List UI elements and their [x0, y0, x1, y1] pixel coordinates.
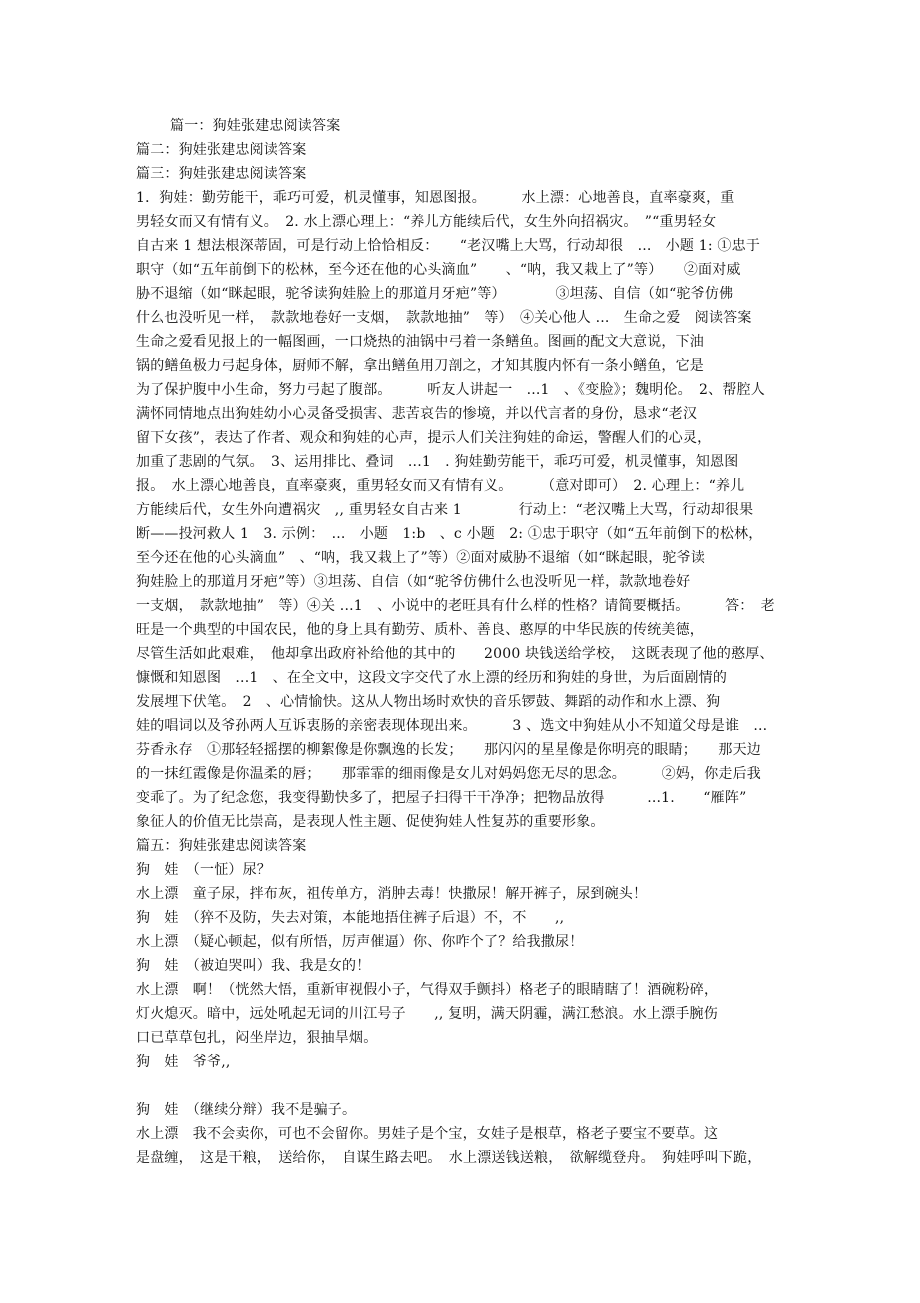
heading-part-one: 篇一：狗娃张建忠阅读答案 [170, 118, 341, 134]
text-line: 方能续后代，女生外向遭祸灾 ,, 重男轻女自古来 1 行动上：“老汉嘴上大骂，行动却很果 [136, 502, 754, 518]
heading-part-three: 篇三：狗娃张建忠阅读答案 [136, 166, 307, 182]
text-line: 加重了悲剧的气氛。 3、运用排比、叠词 ...1 . 狗娃勤劳能干，乖巧可爱，机灵懂事，知恩图 [136, 454, 739, 470]
text-line: 自古来 1 想法根深蒂固，可是行动上恰恰相反： “老汉嘴上大骂，行动却很 ... 小题 1: ①忠于 [136, 238, 761, 254]
text-line: 报。 水上漂心地善良，直率豪爽，重男轻女而又有情有义。 （意对即可） 2. 心理上：“养儿 [136, 478, 745, 494]
dialogue-line: 水上漂 我不会卖你，可也不会留你。男娃子是个宝，女娃子是根草，格老子要宝不要草。这 [136, 1126, 719, 1142]
text-line: 满怀同情地点出狗娃幼小心灵备受损害、悲苦哀告的惨境，并以代言者的身份，恳求“老汉 [136, 406, 698, 422]
dialogue-line: 狗 娃 （一怔）尿？ [136, 862, 271, 878]
heading-part-two: 篇二：狗娃张建忠阅读答案 [136, 142, 307, 158]
dialogue-line: 狗 娃 爷爷,, [136, 1054, 231, 1070]
heading-part-five: 篇五：狗娃张建忠阅读答案 [136, 838, 307, 854]
text-line: 胁不退缩（如“眯起眼，驼爷读狗娃脸上的那道月牙疤”等） ③坦荡、自信（如“驼爷仿佛 [136, 286, 734, 302]
text-line: 至今还在他的心头滴血” 、“呐，我又栽上了”等）②面对威胁不退缩（如“眯起眼，驼爷读 [136, 550, 706, 566]
dialogue-line: 口已草草包扎，闷坐岸边，狠抽旱烟。 [136, 1030, 378, 1046]
text-line: 为了保护腹中小生命，努力弓起了腹部。 听友人讲起一 ...1 、《变脸》；魏明伦。 2、帮腔人 [136, 382, 765, 398]
text-line: 一支烟， 款款地抽” 等）④关 ...1 、小说中的老旺具有什么样的性格？请简要概括。 答： 老 [136, 598, 775, 614]
text-line: 1．狗娃：勤劳能干，乖巧可爱，机灵懂事，知恩图报。 水上漂：心地善良，直率豪爽，重 [136, 190, 735, 206]
text-line: 留下女孩”，表达了作者、观众和狗娃的心声，提示人们关注狗娃的命运，警醒人们的心灵， [136, 430, 712, 446]
dialogue-line: 是盘缠， 这是干粮， 送给你， 自谋生路去吧。 水上漂送钱送粮， 欲解缆登舟。 狗娃呼叫下跪， [136, 1150, 762, 1166]
dialogue-line: 水上漂 （疑心顿起，似有所悟，厉声催逼）你、你咋个了？给我撒尿！ [136, 934, 584, 950]
dialogue-line: 狗 娃 （被迫哭叫）我、我是女的！ [136, 958, 371, 974]
text-line: 发展埋下伏笔。 2 、心情愉快。这从人物出场时欢快的音乐锣鼓、舞蹈的动作和水上漂、狗 [136, 694, 721, 710]
text-line: 狗娃脸上的那道月牙疤”等）③坦荡、自信（如“驼爷仿佛什么也没听见一样，款款地卷好 [136, 574, 691, 590]
text-line: 旺是一个典型的中国农民，他的身上具有勤劳、质朴、善良、憨厚的中华民族的传统美德， [136, 622, 704, 638]
dialogue-line: 狗 娃 （继续分辩）我不是骗子。 [136, 1102, 357, 1118]
dialogue-line: 灯火熄灭。暗中，远处吼起无词的川江号子 ,, 复明，满天阴霾，满江愁浪。水上漂手腕伤 [136, 1006, 718, 1022]
text-line: 娃的唱词以及爷孙两人互诉衷肠的亲密表现体现出来。 3 、选文中狗娃从小不知道父母是谁 ... [136, 718, 768, 734]
text-line: 锅的鳝鱼极力弓起身体，厨师不解，拿出鳝鱼用刀剖之，才知其腹内怀有一条小鳝鱼，它是 [136, 358, 704, 374]
text-line: 慷慨和知恩图 ...1 、在全文中，这段文字交代了水上漂的经历和狗娃的身世，为后面剧情的 [136, 670, 728, 686]
text-line: 象征人的价值无比崇高，是表现人性主题、促使狗娃人性复苏的重要形象。 [136, 814, 605, 830]
text-line: 什么也没听见一样， 款款地卷好一支烟， 款款地抽” 等） ④关心他人 ... 生命之爱 阅读答案 [136, 310, 752, 326]
text-line: 断——投河救人 1 3. 示例： ... 小题 1:b 、c 小题 2: ①忠于职守（如“五年前倒下的松林， [136, 526, 763, 542]
dialogue-line: 水上漂 童子尿，拌布灰，祖传单方，消肿去毒！快撒尿！解开裤子，尿到碗头！ [136, 886, 648, 902]
text-line: 芬香永存 ①那轻轻摇摆的柳絮像是你飘逸的长发； 那闪闪的星星像是你明亮的眼睛； 那天边 [136, 742, 761, 758]
text-line: 尽管生活如此艰难， 他却拿出政府补给他的其中的 2000 块钱送给学校， 这既表现了他的憨厚、 [136, 646, 774, 662]
text-line: 职守（如“五年前倒下的松林，至今还在他的心头滴血” 、“呐，我又栽上了”等） ②面对威 [136, 262, 741, 278]
text-line: 男轻女而又有情有义。 2. 水上漂心理上：“养儿方能续后代，女生外向招祸灾。 ”“重男轻女 [136, 214, 717, 230]
text-line: 变乖了。为了纪念您，我变得勤快多了，把屋子扫得干干净净；把物品放得 ...1. “雁阵” [136, 790, 747, 806]
dialogue-line: 狗 娃 （猝不及防，失去对策，本能地捂住裤子后退）不，不 ,, [136, 910, 565, 926]
text-line: 的一抹红霞像是你温柔的唇； 那霏霏的细雨像是女儿对妈妈您无尽的思念。 ②妈，你走后我 [136, 766, 761, 782]
dialogue-line: 水上漂 啊！（恍然大悟，重新审视假小子，气得双手颤抖）格老子的眼睛瞎了！酒碗粉碎， [136, 982, 719, 998]
text-line: 生命之爱看见报上的一幅图画，一口烧热的油锅中弓着一条鳝鱼。图画的配文大意说，下油 [136, 334, 704, 350]
